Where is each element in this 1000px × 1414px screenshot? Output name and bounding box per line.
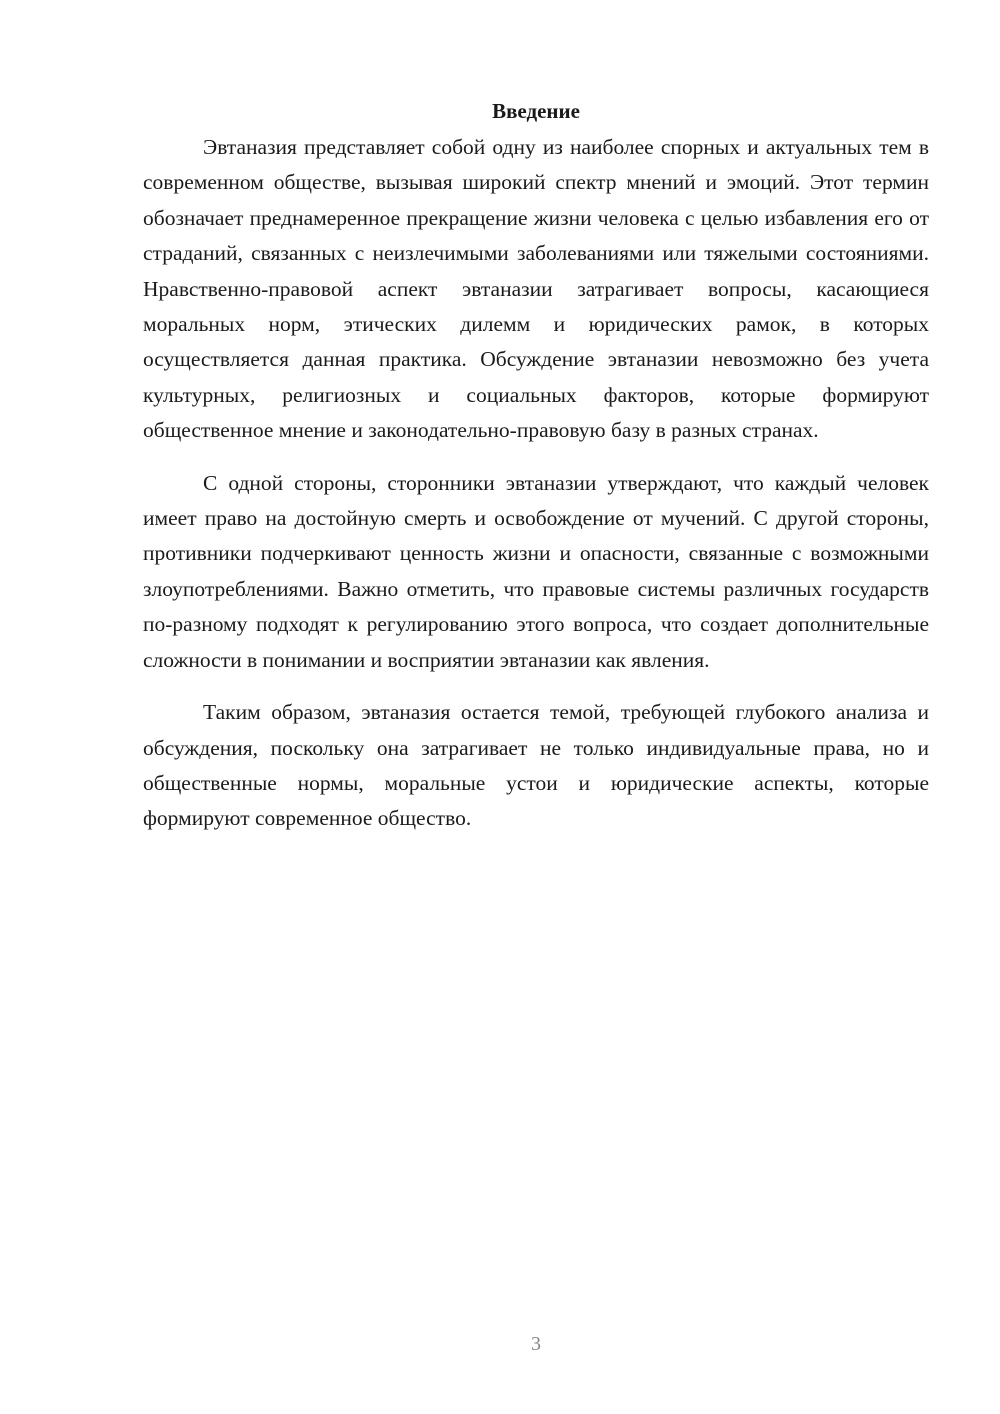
paragraph-3: Таким образом, эвтаназия остается темой, требующей глубокого анализа и обсуждения, поскольку она затрагивает не только индивидуальные права, но и общественные нормы, моральные устои и юридические аспекты, которые формируют современное общество. xyxy=(143,700,929,831)
page-content xyxy=(143,96,929,854)
paragraph-1: Эвтаназия представляет собой одну из наиболее спорных и актуальных тем в современном обществе, вызывая широкий спектр мнений и эмоций. Этот термин обозначает преднамеренное прекращение жизни человека с целью избавления его от страданий, связанных с неизлечимыми заболеваниями или тяжелыми состояниями. Нравственно-правовой аспект эвтаназии затрагивает вопросы, касающиеся моральных норм, этических дилемм и юридических рамок, в которых осуществляется данная практика. Обсуждение эвтаназии невозможно без учета культурных, религиозных и социальных факторов, которые формируют общественное мнение и законодательно-правовую базу в разных странах. xyxy=(143,135,929,443)
page-number: 3 xyxy=(531,1333,541,1355)
paragraph-2: С одной стороны, сторонники эвтаназии утверждают, что каждый человек имеет право на достойную смерть и освобождение от мучений. С другой стороны, противники подчеркивают ценность жизни и опасности, связанные с возможными злоупотреблениями. Важно отметить, что правовые системы различных государств по-разному подходят к регулированию этого вопроса, что создает дополнительные сложности в понимании и восприятии эвтаназии как явления. xyxy=(143,470,929,672)
section-title: Введение xyxy=(492,99,580,123)
